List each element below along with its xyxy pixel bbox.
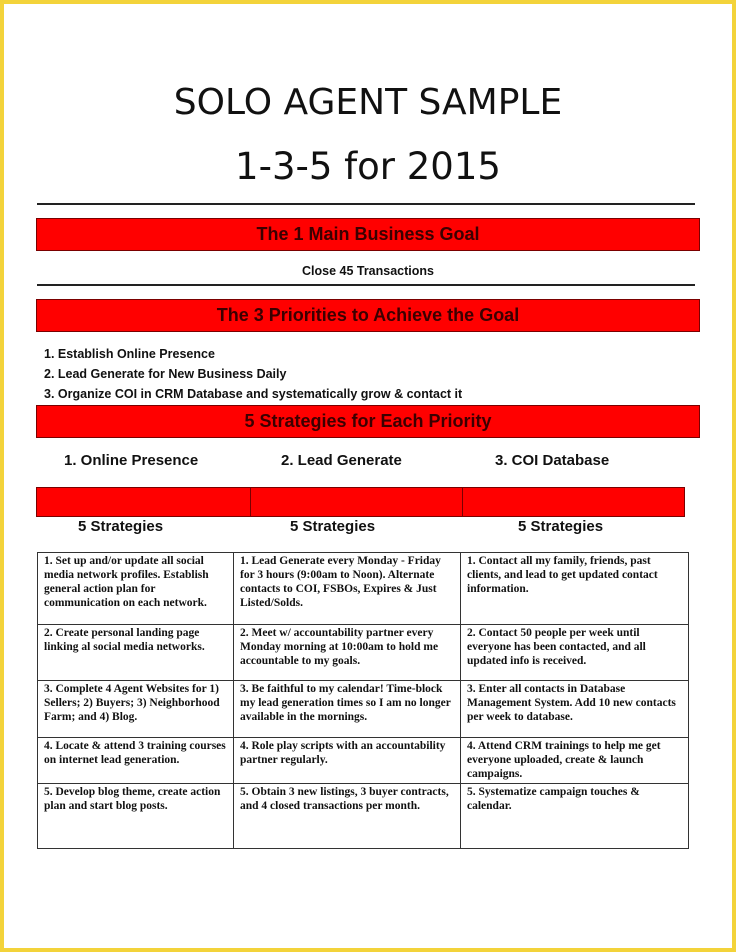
column-red-cell: [462, 487, 685, 517]
table-row: [38, 625, 689, 681]
priorities-heading-bar: The 3 Priorities to Achieve the Goal: [36, 299, 700, 332]
strategies-heading-bar: 5 Strategies for Each Priority: [36, 405, 700, 438]
title-line-2: 1-3-5 for 2015: [235, 145, 501, 188]
strategy-cell: 1. Lead Generate every Monday - Friday for 3 hours (9:00am to Noon). Alternate contacts to COI, FSBOs, Expires & Just Listed/Solds.: [234, 553, 461, 625]
column-red-cell: [250, 487, 463, 517]
column-heading-lead-generate: 2. Lead Generate: [281, 452, 402, 469]
priority-item: 1. Establish Online Presence: [44, 347, 215, 361]
title-line-1: SOLO AGENT SAMPLE: [173, 82, 563, 123]
strategy-cell: 5. Develop blog theme, create action plan and start blog posts.: [38, 784, 234, 849]
strategy-cell: 1. Contact all my family, friends, past clients, and lead to get updated contact information.: [461, 553, 689, 625]
strategies-subhead: 5 Strategies: [290, 518, 376, 535]
strategy-cell: 4. Locate & attend 3 training courses on internet lead generation.: [38, 738, 234, 784]
column-heading-coi-database: 3. COI Database: [495, 452, 610, 469]
strategy-cell: 3. Be faithful to my calendar! Time-block my lead generation times so I am no longer available in the mornings.: [234, 681, 461, 738]
strategy-cell: 4. Attend CRM trainings to help me get everyone uploaded, create & launch campaigns.: [461, 738, 689, 784]
strategy-cell: 1. Set up and/or update all social media network profiles. Establish general action plan for communication on each network.: [38, 553, 234, 625]
strategy-cell: 5. Systematize campaign touches & calendar.: [461, 784, 689, 849]
strategy-cell: 5. Obtain 3 new listings, 3 buyer contracts, and 4 closed transactions per month.: [234, 784, 461, 849]
strategies-subhead: 5 Strategies: [78, 518, 164, 535]
table-row: [38, 553, 689, 625]
title-divider: [37, 203, 695, 205]
strategy-cell: 2. Create personal landing page linking al social media networks.: [38, 625, 234, 681]
priorities-list: [44, 344, 462, 404]
table-row: [38, 784, 689, 849]
strategy-cell: 3. Enter all contacts in Database Management System. Add 10 new contacts per week to database.: [461, 681, 689, 738]
goal-heading-bar: The 1 Main Business Goal: [36, 218, 700, 251]
strategies-table: [37, 552, 689, 849]
goal-text: Close 45 Transactions: [301, 264, 434, 278]
strategy-cell: 2. Meet w/ accountability partner every Monday morning at 10:00am to hold me accountable to my goals.: [234, 625, 461, 681]
strategy-cell: 2. Contact 50 people per week until everyone has been contacted, and all updated info is received.: [461, 625, 689, 681]
column-heading-online-presence: 1. Online Presence: [64, 452, 199, 469]
priority-item: 2. Lead Generate for New Business Daily: [44, 367, 287, 381]
table-row: [38, 681, 689, 738]
strategies-subhead: 5 Strategies: [518, 518, 604, 535]
column-red-cell: [36, 487, 251, 517]
priority-item: 3. Organize COI in CRM Database and systematically grow & contact it: [44, 387, 463, 401]
table-row: [38, 738, 689, 784]
strategy-cell: 4. Role play scripts with an accountability partner regularly.: [234, 738, 461, 784]
goal-divider: [37, 284, 695, 286]
strategy-cell: 3. Complete 4 Agent Websites for 1) Sellers; 2) Buyers; 3) Neighborhood Farm; and 4) Blog.: [38, 681, 234, 738]
